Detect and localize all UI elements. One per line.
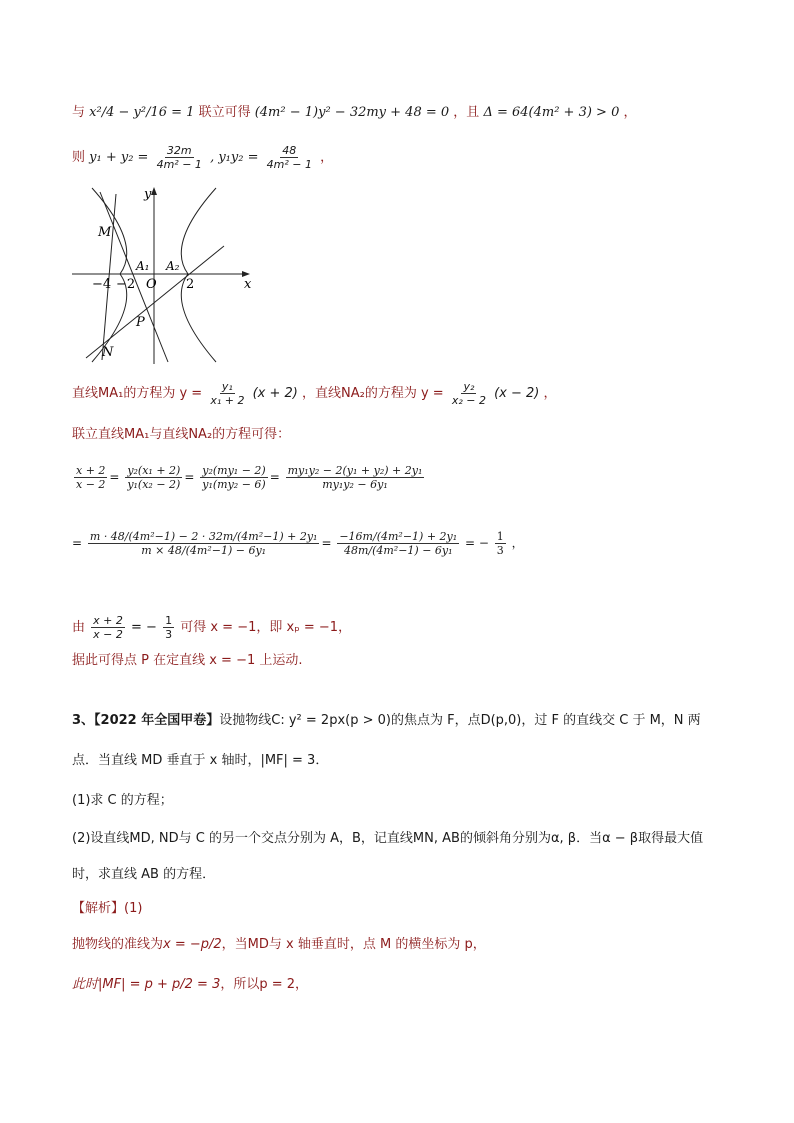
solution-line-6: 据此可得点 P 在定直线 x = −1 上运动. xyxy=(72,653,303,668)
sum-num: 32m xyxy=(166,144,192,157)
sum-den: 4m² − 1 xyxy=(156,158,202,171)
solution-header: 【解析】(1) xyxy=(72,901,143,916)
prod-den: 4m² − 1 xyxy=(266,158,312,171)
eq2-r-num: 1 xyxy=(496,530,504,543)
point-N: N xyxy=(102,345,114,360)
prod-lhs: , y₁y₂ = xyxy=(210,150,259,165)
eq1-b xyxy=(125,464,182,491)
eq2-r-den: 3 xyxy=(496,544,504,557)
origin-label: O xyxy=(146,277,157,292)
eq1-a-den: x − 2 xyxy=(76,478,106,491)
problem-number: 3、 xyxy=(72,713,95,728)
eq1-c-den: y₁(my₂ − 6) xyxy=(202,478,266,491)
line-MA1-text: 直线MA₁的方程为 y = xyxy=(72,386,203,401)
s1-text-a: 抛物线的准线为 xyxy=(72,937,164,952)
hyperbola-figure xyxy=(72,184,262,366)
eq1-b-num: y₂(x₁ + 2) xyxy=(127,464,181,477)
s1-text-c: ，当MD与 x 轴垂直时，点 M 的横坐标为 p， xyxy=(221,937,486,952)
eq1-d xyxy=(286,464,425,491)
l5-text: 可得 x = −1，即 xₚ = −1， xyxy=(180,620,352,635)
l5-r-den: 3 xyxy=(165,628,173,641)
eq1-d-num: my₁y₂ − 2(y₁ + y₂) + 2y₁ xyxy=(287,464,423,477)
text-end: ， xyxy=(320,150,334,165)
eq2-n1: m · 48/(4m²−1) − 2 · 32m/(4m²−1) + 2y₁ xyxy=(89,530,318,543)
na2-num: y₂ xyxy=(463,380,475,393)
text-end: ， xyxy=(543,386,557,401)
ma1-fraction xyxy=(208,380,246,407)
problem-source: 【2022 年全国甲卷】 xyxy=(94,713,220,728)
point-A1: A₁ xyxy=(136,259,150,273)
solution-step-2 xyxy=(72,976,308,994)
eq2-second xyxy=(337,530,459,557)
tick-neg2: −2 xyxy=(116,277,136,292)
right-branch xyxy=(181,188,216,362)
na2-fraction xyxy=(450,380,488,407)
eq1-c xyxy=(200,464,267,491)
eq1-b-den: y₁(x₂ − 2) xyxy=(127,478,181,491)
problem-3-line-2: 点．当直线 MD 垂直于 x 轴时，|MF| = 3． xyxy=(72,753,329,768)
s2-equation: 此时|MF| = p + p/2 = 3 xyxy=(72,977,221,992)
quadratic-equation: (4m² − 1)y² − 32my + 48 = 0 xyxy=(254,105,450,120)
eq2-d2: 48m/(4m²−1) − 6y₁ xyxy=(343,544,453,557)
s1-directrix: x = −p/2 xyxy=(163,937,222,952)
na2-factor: (x − 2) xyxy=(494,386,540,401)
text-and: ，且 xyxy=(453,105,480,120)
question-1: (1)求 C 的方程； xyxy=(72,793,173,808)
eq2-third xyxy=(495,530,506,557)
y-label: y xyxy=(144,187,152,202)
s2-result: ，所以p = 2， xyxy=(220,977,309,992)
sum-fraction xyxy=(155,144,204,171)
hyperbola-equation: x²/4 − y²/16 = 1 xyxy=(89,105,195,120)
eq2-d1: m × 48/(4m²−1) − 6y₁ xyxy=(141,544,267,557)
discriminant: Δ = 64(4m² + 3) > 0 xyxy=(483,105,620,120)
na2-den: x₂ − 2 xyxy=(451,394,486,407)
y-axis-arrow xyxy=(151,187,157,195)
problem-3-line-1 xyxy=(72,712,701,730)
l5-result xyxy=(163,614,174,641)
sum-lhs: y₁ + y₂ = xyxy=(89,150,149,165)
l5-r-num: 1 xyxy=(165,614,173,627)
ma1-num: y₁ xyxy=(221,380,233,393)
eq1-c-num: y₂(my₁ − 2) xyxy=(202,464,266,477)
tick-2: 2 xyxy=(186,277,195,292)
problem-text-1: 设抛物线C: y² = 2px(p > 0)的焦点为 F，点D(p,0)，过 F 的直线交 C 于 M，N 两 xyxy=(219,713,701,728)
line-NA2-text: ，直线NA₂的方程为 y = xyxy=(302,386,444,401)
question-2-line-1: (2)设直线MD, ND与 C 的另一个交点分别为 A，B，记直线MN, AB的倾斜角分别为α, β．当α − β取得最大值 xyxy=(72,831,704,846)
eq2-end: ， xyxy=(511,536,524,550)
eq2-first xyxy=(88,530,320,557)
point-P: P xyxy=(136,315,145,330)
l5-fraction xyxy=(91,614,125,641)
l5-den: x − 2 xyxy=(93,628,123,641)
prod-num: 48 xyxy=(282,144,297,157)
text-prefix: 与 xyxy=(72,105,86,120)
text-prefix: 由 xyxy=(72,620,86,635)
solution-line-4: 联立直线MA₁与直线NA₂的方程可得： xyxy=(72,427,291,442)
point-M: M xyxy=(98,225,112,240)
equation-1: $\frac{x + 2}{x - 2}$ = $\frac{\text{y₂(x₁ + 2)}}{\text{y₁(x₂ − 2)}}$ = $\frac{\text{y₂(my₁ − 2)}}{\text{y₁(my₂ − 6)}}$ = $\frac{\text{my₁y₂ − 2(y₁ + y₂) + 2y₁}}{\text{my₁y₂ − 6y₁}}$ xyxy=(76,464,423,491)
text-prefix: 则 xyxy=(72,150,86,165)
solution-line-2 xyxy=(72,144,333,171)
tick-neg4: −4 xyxy=(92,277,112,292)
ma1-factor: (x + 2) xyxy=(252,386,298,401)
solution-step-1 xyxy=(72,936,486,954)
eq1-d-den: my₁y₂ − 6y₁ xyxy=(322,478,388,491)
l5-num: x + 2 xyxy=(93,614,123,627)
question-2-line-2: 时，求直线 AB 的方程． xyxy=(72,867,216,882)
eq1-a xyxy=(74,464,107,491)
equation-2: = $\frac{\text{m · 48/(4m²−1) − 2 · 32m/(4m²−1) + 2y₁}}{\text{m × 48/(4m²−1) − 6y₁}}$ = $\frac{\text{−16m/(4m²−1) + 2y₁}}{\text{48m/(4m²−1) − 6y₁}}$ = − $\frac{1}{3}$ ， xyxy=(72,530,524,557)
solution-line-1 xyxy=(72,104,637,122)
solution-line-3 xyxy=(72,380,557,407)
x-label: x xyxy=(244,277,252,292)
l5-mid: = − xyxy=(131,620,157,635)
prod-fraction xyxy=(265,144,314,171)
point-A2: A₂ xyxy=(166,259,180,273)
eq2-n2: −16m/(4m²−1) + 2y₁ xyxy=(339,530,458,543)
text-mid: 联立可得 xyxy=(198,105,251,120)
eq2-result: = − xyxy=(465,536,489,550)
solution-line-5 xyxy=(72,614,351,641)
text-end: ， xyxy=(623,105,637,120)
ma1-den: x₁ + 2 xyxy=(210,394,245,407)
eq1-a-num: x + 2 xyxy=(76,464,106,477)
